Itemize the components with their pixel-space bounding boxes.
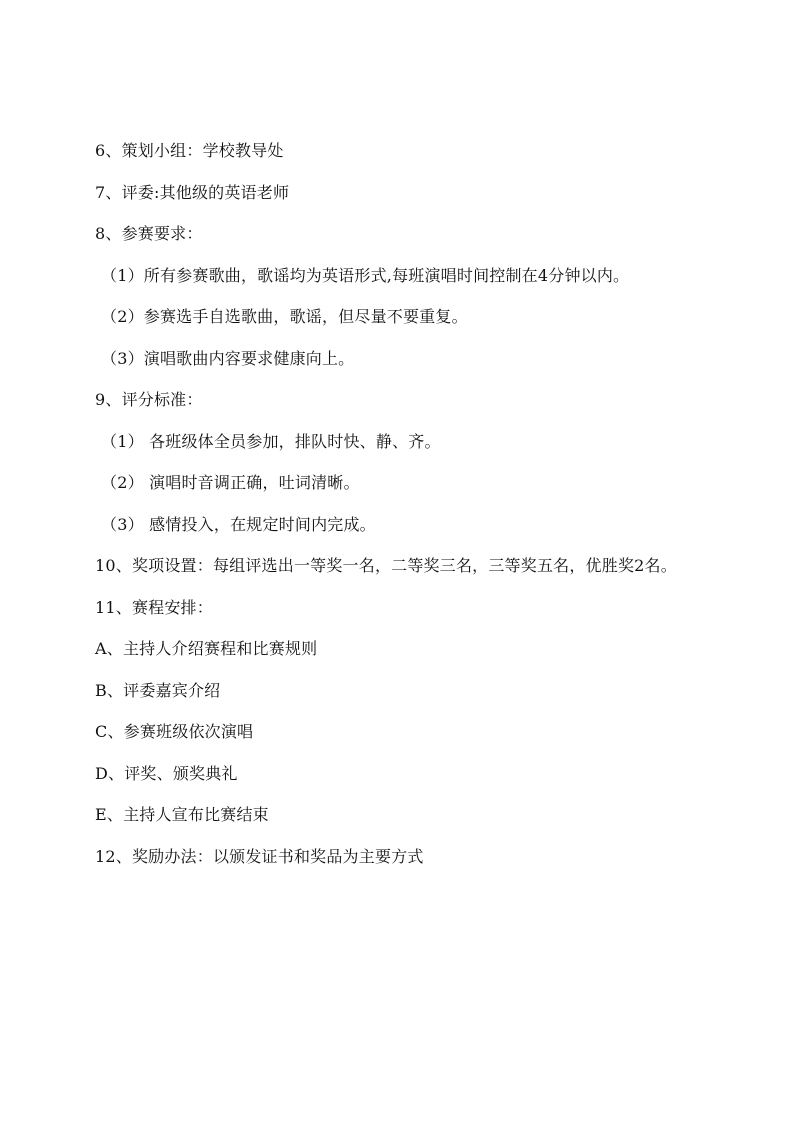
item-11-schedule-heading: 11、赛程安排： [95,597,213,617]
scoring-criterion-3: （3） 感情投入，在规定时间内完成。 [101,514,376,534]
requirement-1: （1）所有参赛歌曲，歌谣均为英语形式,每班演唱时间控制在4分钟以内。 [101,265,630,285]
schedule-step-e: E、主持人宣布比赛结束 [95,805,269,824]
item-12-reward-method: 12、奖励办法：以颁发证书和奖品为主要方式 [95,846,424,866]
scoring-criterion-2: （2） 演唱时音调正确，吐词清晰。 [101,473,360,492]
scoring-criterion-1: （1） 各班级体全员参加，排队时快、静、齐。 [101,431,441,451]
schedule-step-b: B、评委嘉宾介绍 [95,680,221,700]
item-7-judges: 7、评委:其他级的英语老师 [95,182,290,202]
document-body [95,130,710,877]
item-6-planning-group: 6、策划小组：学校教导处 [95,141,284,160]
schedule-step-c: C、参赛班级依次演唱 [95,722,254,741]
item-10-awards: 10、奖项设置：每组评选出一等奖一名，二等奖三名，三等奖五名，优胜奖2名。 [95,556,677,575]
schedule-step-a: A、主持人介绍赛程和比赛规则 [95,639,318,658]
requirement-3: （3）演唱歌曲内容要求健康向上。 [101,348,355,368]
requirement-2: （2）参赛选手自选歌曲，歌谣，但尽量不要重复。 [101,307,468,326]
item-8-requirements-heading: 8、参赛要求： [95,224,203,243]
item-9-scoring-heading: 9、评分标准： [95,390,203,409]
schedule-step-d: D、评奖、颁奖典礼 [95,763,238,783]
